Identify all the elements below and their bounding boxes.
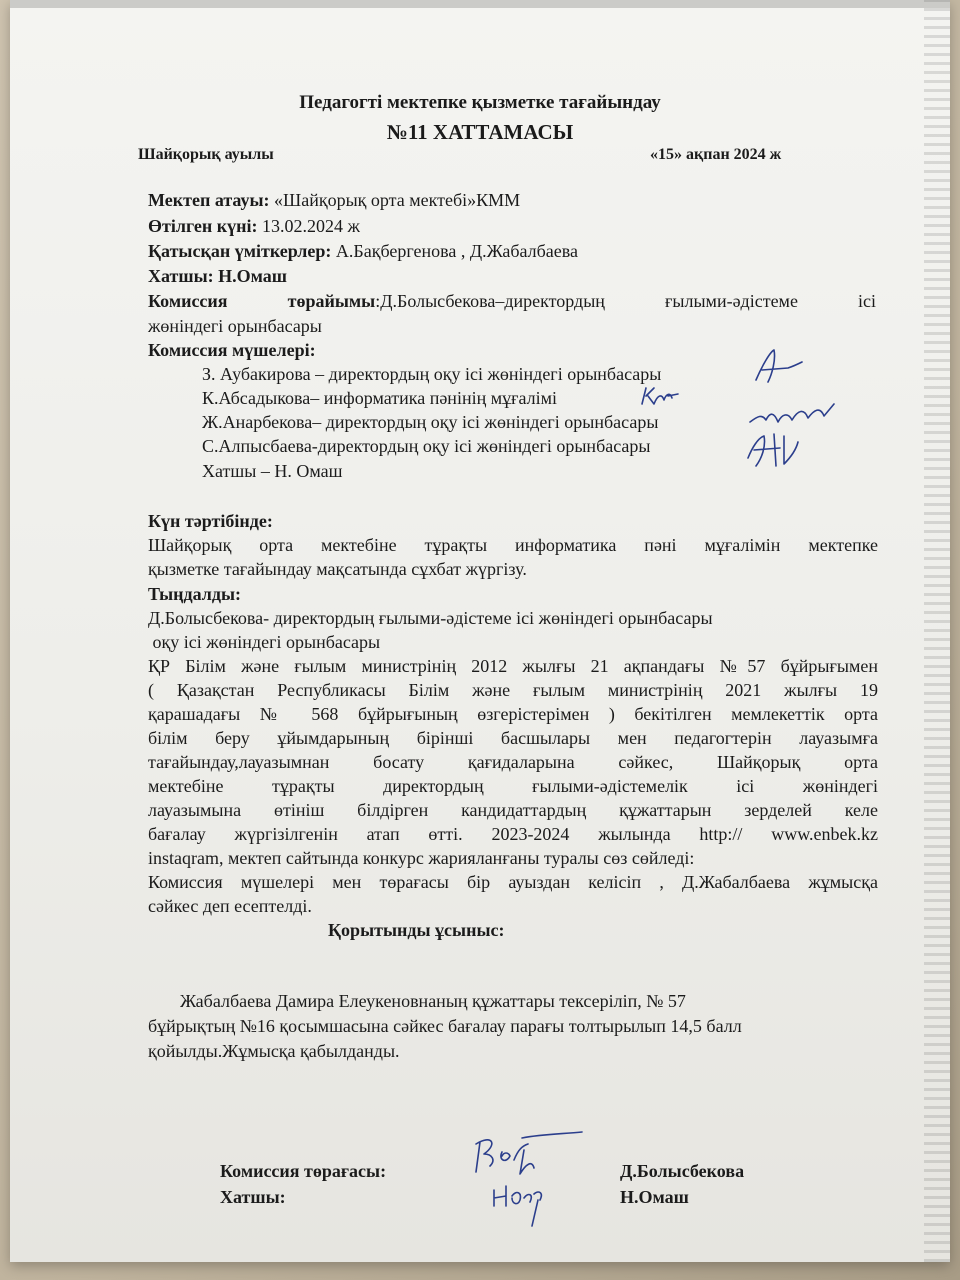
- heard-line: бағалау жүргізілгенін атап өтті. 2023-2024 жылында http:// www.enbek.kz: [148, 824, 878, 844]
- agenda-heading: Күн тәртібінде:: [148, 511, 273, 531]
- protocol-number: №11 ХАТТАМАСЫ: [386, 120, 574, 144]
- signature-absadykova: [638, 384, 682, 410]
- document-date: «15» ақпан 2024 ж: [650, 146, 782, 163]
- chair-label: Комиссия төрайымы: [148, 291, 376, 311]
- agenda-line: Шайқорық орта мектебіне тұрақты информатика пәні мұғалімін мектепке: [148, 535, 878, 555]
- held-date-row: [148, 216, 360, 237]
- signature-alpysbaeva: [740, 428, 806, 472]
- school-value: «Шайқорық орта мектебі»КММ: [274, 190, 521, 210]
- document-title: Педагогті мектепке қызметке тағайындау: [299, 92, 661, 113]
- secretary-row: Хатшы: Н.Омаш: [148, 266, 287, 286]
- member-item: Хатшы – Н. Омаш: [202, 461, 343, 481]
- chair-value-line2: жөніндегі орынбасары: [148, 316, 322, 336]
- heard-line: тағайындау,лауазымнан босату қағидаларына сәйкес, Шайқорық орта: [148, 752, 878, 772]
- conclusion-line: қойылды.Жұмысқа қабылданды.: [148, 1041, 400, 1061]
- agenda-line: қызметке тағайындау мақсатында сұхбат жүргізу.: [148, 559, 527, 579]
- school-row: [148, 190, 520, 211]
- heard-line: ҚР Білім және ғылым министрінің 2012 жылғы 21 ақпандағы №57 бұйрығымен: [148, 656, 878, 676]
- conclusion-line: Жабалбаева Дамира Елеукеновнаның құжаттары тексеріліп, № 57: [180, 991, 686, 1011]
- candidates-value: А.Бақбергенова , Д.Жабалбаева: [335, 241, 579, 261]
- held-value: 13.02.2024 ж: [261, 216, 360, 236]
- heard-line: ( Қазақстан Республикасы Білім және ғылым министрінің 2021 жылғы 19: [148, 680, 878, 700]
- heard-line: сәйкес деп есептелді.: [148, 896, 312, 916]
- candidates-row: [148, 241, 578, 262]
- heard-line: Д.Болысбекова- директордың ғылыми-әдістеме ісі жөніндегі орынбасары: [148, 608, 713, 628]
- chair-value-line1: :Д.Болысбекова–директордың ғылыми-әдістеме ісі: [375, 291, 877, 311]
- conclusion-line: бұйрықтың №16 қосымшасына сәйкес бағалау парағы толтырылып 14,5 балл: [148, 1016, 742, 1036]
- heard-line: мектебіне тұрақты директордың ғылыми-әдістемелік ісі жөніндегі: [148, 776, 878, 796]
- candidates-label: Қатысқан үміткерлер:: [148, 241, 332, 261]
- heard-line: қарашадағы № 568 бұйрығының өзгерістерімен ) бекітілген мемлекеттік орта: [148, 704, 878, 724]
- member-item: З. Аубакирова – директордың оқу ісі жөніндегі орынбасары: [202, 364, 662, 384]
- members-heading: Комиссия мүшелері:: [148, 340, 316, 360]
- footer-secretary-label: Хатшы:: [220, 1187, 286, 1207]
- heard-line: Комиссия мүшелері мен төрағасы бір ауыздан келісіп , Д.Жабалбаева жұмысқа: [148, 872, 878, 892]
- footer-secretary-name: Н.Омаш: [620, 1187, 689, 1207]
- scan-edge-right: [924, 0, 950, 1262]
- footer-chair-label: Комиссия төрағасы:: [220, 1161, 387, 1181]
- footer-chair-name: Д.Болысбекова: [620, 1161, 745, 1181]
- member-item: К.Абсадыкова– информатика пәнінің мұғалімі: [202, 388, 558, 408]
- member-item: С.Алпысбаева-директордың оқу ісі жөніндегі орынбасары: [202, 436, 651, 456]
- chair-row: [148, 291, 876, 312]
- school-label: Мектеп атауы:: [148, 190, 270, 210]
- signature-aubakirova: [748, 346, 808, 388]
- heard-line: оқу ісі жөніндегі орынбасары: [148, 632, 381, 652]
- document-page: [10, 0, 950, 1262]
- place-name: Шайқорық ауылы: [138, 146, 274, 163]
- conclusion-heading: Қорытынды ұсыныс:: [328, 920, 505, 940]
- heard-line: лауазымына өтініш білдірген кандидаттардың құжаттарын зерделей келе: [148, 800, 878, 820]
- heard-heading: Тыңдалды:: [148, 584, 242, 604]
- held-label: Өтілген күні:: [148, 216, 258, 236]
- signature-secretary: [488, 1176, 558, 1230]
- heard-line: білім беру ұйымдарының бірінші басшылары мен педагогтерін лауазымға: [148, 728, 878, 748]
- scan-edge-top: [10, 0, 950, 8]
- member-item: Ж.Анарбекова– директордың оқу ісі жөніндегі орынбасары: [202, 412, 659, 432]
- heard-line: instaqram, мектеп сайтында конкурс жарияланғаны туралы сөз сөйледі:: [148, 848, 695, 868]
